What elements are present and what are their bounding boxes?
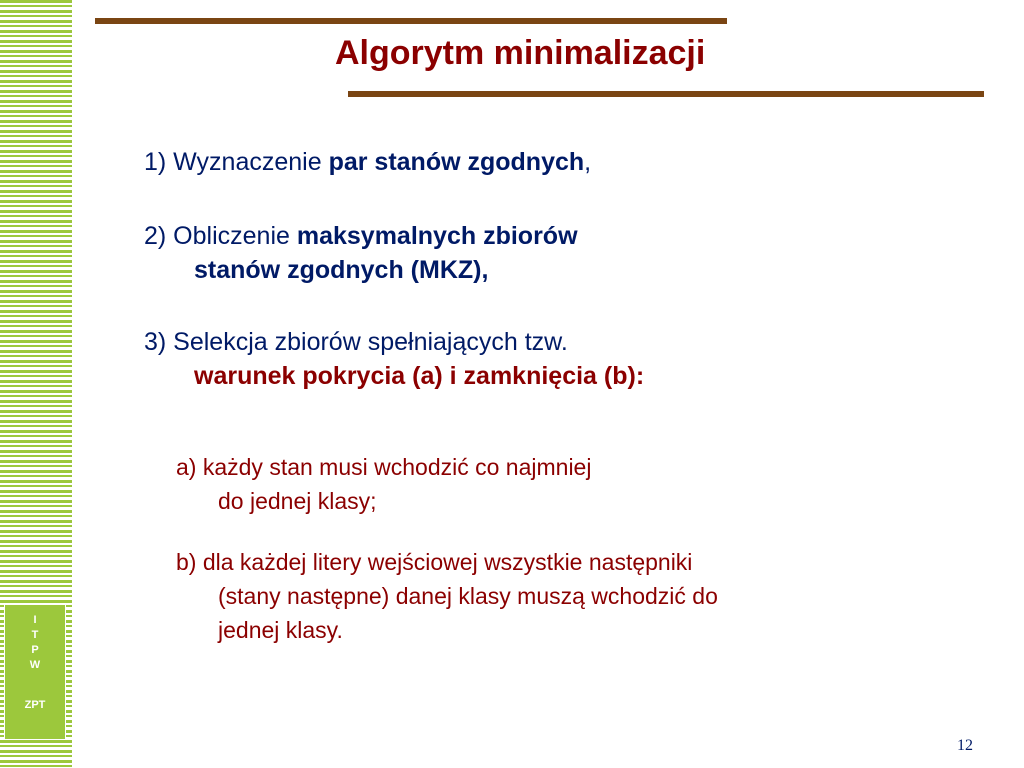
item-text: 2) Obliczenie — [144, 222, 297, 250]
list-item-2 — [144, 219, 964, 287]
itpw-badge — [4, 604, 66, 740]
sub-item-text: a) każdy stan musi wchodzić co najmniej — [176, 454, 592, 480]
item-text: 3) Selekcja zbiorów spełniających tzw. — [144, 328, 568, 356]
item-text: 1) Wyznaczenie — [144, 148, 329, 176]
sub-item-continuation: (stany następne) danej klasy muszą wchodzić do — [218, 583, 718, 609]
sub-item-text: b) dla każdej litery wejściowej wszystkie następniki — [176, 549, 693, 575]
title-underline-rule — [348, 91, 984, 97]
item-bold-text: par stanów zgodnych — [328, 148, 585, 176]
badge-letter: P — [31, 644, 39, 656]
sub-item-continuation: jednej klasy. — [218, 617, 343, 643]
item-continuation: stanów zgodnych (MKZ), — [194, 256, 489, 284]
list-item-3 — [144, 325, 964, 393]
sub-item-continuation: do jednej klasy; — [218, 488, 377, 514]
item-bold-text: maksymalnych zbiorów — [296, 222, 578, 250]
sub-item-b — [176, 545, 976, 647]
slide-body — [144, 145, 964, 393]
item-continuation: warunek pokrycia (a) i zamknięcia (b): — [194, 362, 645, 390]
badge-letters — [30, 613, 40, 673]
item-suffix: , — [584, 148, 592, 176]
badge-letter: W — [29, 659, 41, 671]
list-item-1 — [144, 145, 964, 179]
sub-item-a — [176, 450, 976, 518]
top-rule — [95, 18, 727, 24]
badge-footer: ZPT — [24, 699, 46, 711]
page-number: 12 — [957, 737, 973, 754]
badge-letter: I — [33, 614, 37, 626]
slide-title: Algorytm minimalizacji — [335, 34, 706, 72]
badge-letter: T — [31, 629, 39, 641]
